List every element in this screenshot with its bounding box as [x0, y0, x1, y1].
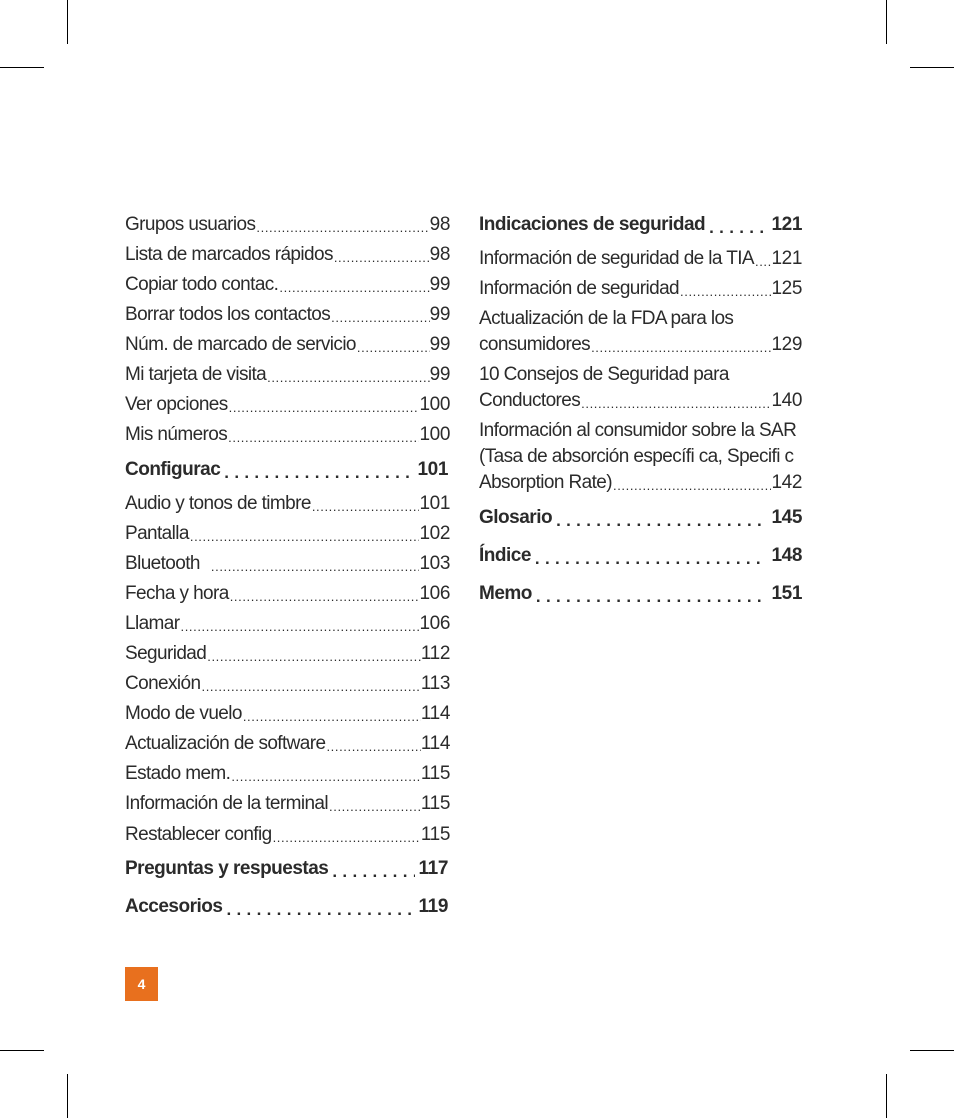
leader-dots — [242, 701, 421, 727]
toc-entry-page: 100 — [419, 394, 450, 415]
toc-entry-page: 115 — [420, 824, 450, 845]
toc-entry-title: Información de la terminal — [125, 793, 329, 814]
leader-dots — [325, 731, 420, 757]
toc-entry[interactable] — [125, 671, 450, 697]
toc-section-heading[interactable] — [125, 457, 448, 483]
toc-entry-page: 102 — [419, 523, 450, 544]
toc-entry-line: Información al consumidor sobre la SAR — [479, 420, 797, 441]
toc-entry-title: Información de seguridad de la TIA — [479, 248, 754, 269]
toc-entry-title: Preguntas y respuestas — [125, 858, 329, 879]
leader-dots — [333, 242, 430, 268]
toc-entry-page: 106 — [419, 613, 450, 634]
toc-entry-title: Llamar — [125, 613, 180, 634]
toc-section-heading[interactable] — [479, 212, 802, 238]
leader-dots — [328, 856, 414, 882]
toc-entry-title: Estado mem. — [125, 763, 231, 784]
toc-entry[interactable] — [125, 581, 450, 607]
toc-entry-title: Modo de vuelo — [125, 703, 242, 724]
crop-mark — [910, 1050, 954, 1051]
toc-entry-page: 121 — [771, 248, 802, 269]
toc-entry[interactable] — [125, 611, 450, 637]
toc-entry[interactable] — [125, 731, 450, 757]
toc-entry-page: 115 — [420, 793, 450, 814]
leader-dots — [612, 470, 772, 496]
toc-entry-title: Configurac — [125, 459, 221, 480]
leader-dots — [590, 332, 771, 358]
toc-entry-page: 113 — [420, 673, 450, 694]
toc-entry[interactable] — [125, 362, 450, 388]
leader-dots — [227, 422, 419, 448]
toc-entry-title: Restablecer config — [125, 824, 272, 845]
toc-entry-title: Grupos usuarios — [125, 214, 256, 235]
toc-entry[interactable] — [125, 521, 450, 547]
toc-entry[interactable] — [479, 246, 802, 272]
toc-entry[interactable] — [125, 701, 450, 727]
toc-entry-line: 10 Consejos de Seguridad para — [479, 364, 729, 385]
toc-entry-line: Actualización de la FDA para los — [479, 308, 734, 329]
leader-dots — [222, 894, 414, 920]
leader-dots — [552, 505, 767, 531]
toc-entry-title: Núm. de marcado de servicio — [125, 334, 356, 355]
toc-entry-page: 98 — [429, 244, 450, 265]
toc-section-heading[interactable] — [125, 856, 448, 882]
leader-dots — [328, 791, 421, 817]
crop-mark — [886, 0, 887, 44]
crop-mark — [67, 1074, 68, 1118]
leader-dots — [278, 272, 429, 298]
toc-entry-page: 142 — [771, 472, 802, 493]
toc-entry-page: 117 — [418, 858, 448, 879]
toc-section-heading[interactable] — [479, 543, 802, 569]
toc-entry-title: Accesorios — [125, 896, 223, 917]
toc-entry-title: Actualización de software — [125, 733, 326, 754]
leader-dots — [229, 581, 420, 607]
toc-entry[interactable] — [125, 641, 450, 667]
toc-entry-page: 112 — [420, 643, 450, 664]
leader-dots — [266, 362, 430, 388]
toc-entry-page: 125 — [771, 278, 802, 299]
toc-section-heading[interactable] — [479, 505, 802, 531]
toc-entry-page: 99 — [429, 334, 450, 355]
toc-entry-page: 103 — [419, 553, 450, 574]
toc-entry-page: 119 — [418, 896, 448, 917]
toc-entry-page: 101 — [419, 493, 450, 514]
toc-entry[interactable] — [125, 822, 450, 848]
leader-dots — [330, 302, 430, 328]
leader-dots — [228, 392, 420, 418]
toc-entry-title: Conductores — [479, 390, 581, 411]
page-number-badge: 4 — [125, 967, 158, 1001]
leader-dots — [210, 551, 420, 577]
toc-entry-title: Memo — [479, 583, 532, 604]
toc-entry-title: Mis números — [125, 424, 228, 445]
toc-entry-page: 129 — [771, 334, 802, 355]
leader-dots — [580, 388, 771, 414]
toc-entry-page: 99 — [429, 274, 450, 295]
toc-entry-page: 115 — [420, 763, 450, 784]
toc-entry[interactable] — [125, 302, 450, 328]
toc-entry[interactable] — [479, 276, 802, 302]
toc-entry[interactable] — [125, 212, 450, 238]
toc-entry-title: Fecha y hora — [125, 583, 229, 604]
toc-entry-page: 101 — [417, 459, 448, 480]
toc-entry-page: 114 — [420, 703, 450, 724]
toc-entry-page: 99 — [429, 304, 450, 325]
toc-entry[interactable] — [125, 761, 450, 787]
leader-dots — [272, 822, 421, 848]
toc-entry-title: Absorption Rate) — [479, 472, 612, 493]
crop-mark — [67, 0, 68, 44]
toc-entry-title: Indicaciones de seguridad — [479, 214, 706, 235]
toc-entry-page: 100 — [419, 424, 450, 445]
crop-mark — [0, 1050, 44, 1051]
toc-entry-page: 151 — [771, 583, 802, 604]
leader-dots — [705, 212, 767, 238]
leader-dots — [356, 332, 430, 358]
toc-entry-page: 99 — [429, 364, 450, 385]
toc-entry-page: 121 — [771, 214, 802, 235]
toc-section-heading[interactable] — [125, 894, 448, 920]
leader-dots — [189, 521, 420, 547]
toc-entry-title: consumidores — [479, 334, 591, 355]
toc-entry-title: Lista de marcados rápidos — [125, 244, 333, 265]
leader-dots — [754, 246, 772, 272]
toc-entry[interactable] — [479, 470, 802, 496]
crop-mark — [886, 1074, 887, 1118]
leader-dots — [206, 641, 421, 667]
leader-dots — [220, 457, 413, 483]
toc-entry-page: 140 — [771, 390, 802, 411]
leader-dots — [255, 212, 429, 238]
toc-entry-title: Información de seguridad — [479, 278, 680, 299]
toc-entry-line: (Tasa de absorción específi ca, Specifi c — [479, 446, 794, 467]
leader-dots — [200, 671, 420, 697]
toc-entry-title: Ver opciones — [125, 394, 228, 415]
toc-entry-title: Mi tarjeta de visita — [125, 364, 267, 385]
leader-dots — [230, 761, 421, 787]
toc-entry-title: Pantalla — [125, 523, 189, 544]
toc-entry-title: Borrar todos los contactos — [125, 304, 331, 325]
toc-entry-title: Copiar todo contac. — [125, 274, 279, 295]
leader-dots — [531, 543, 768, 569]
toc-entry[interactable] — [125, 242, 450, 268]
toc-entry-page: 98 — [429, 214, 450, 235]
toc-entry-page: 106 — [419, 583, 450, 604]
toc-entry-title: Seguridad — [125, 643, 207, 664]
toc-entry[interactable] — [125, 491, 450, 517]
toc-entry-page: 148 — [771, 545, 802, 566]
toc-entry[interactable] — [125, 332, 450, 358]
toc-entry[interactable] — [125, 551, 450, 577]
crop-mark — [910, 67, 954, 68]
toc-entry-title: Índice — [479, 545, 531, 566]
toc-entry-page: 114 — [420, 733, 450, 754]
crop-mark — [0, 67, 44, 68]
toc-entry[interactable] — [479, 332, 802, 358]
toc-entry[interactable] — [125, 392, 450, 418]
toc-entry-title: Bluetooth — [125, 553, 200, 574]
leader-dots — [311, 491, 420, 517]
toc-entry[interactable] — [125, 272, 450, 298]
toc-entry-title: Audio y tonos de timbre — [125, 493, 311, 514]
toc-entry-title: Glosario — [479, 507, 553, 528]
toc-section-heading[interactable] — [479, 581, 802, 607]
toc-entry[interactable] — [125, 422, 450, 448]
toc-entry[interactable] — [479, 388, 802, 414]
toc-entry-title: Conexión — [125, 673, 201, 694]
leader-dots — [532, 581, 768, 607]
toc-entry-page: 145 — [771, 507, 802, 528]
leader-dots — [179, 611, 419, 637]
toc-entry[interactable] — [125, 791, 450, 817]
leader-dots — [679, 276, 771, 302]
